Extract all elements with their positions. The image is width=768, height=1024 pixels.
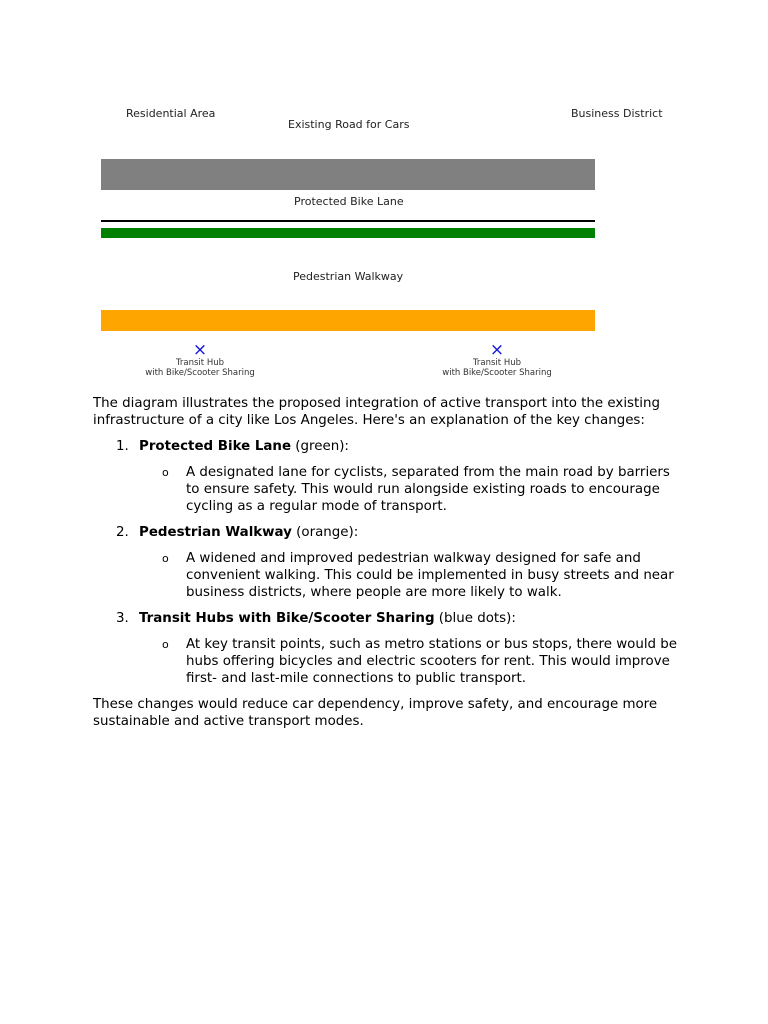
item-title: Pedestrian Walkway	[139, 525, 292, 540]
item-number: 3.	[116, 611, 129, 626]
bullet-icon: o	[162, 466, 169, 479]
key-changes-list	[93, 438, 683, 687]
road-label: Existing Road for Cars	[288, 118, 410, 131]
bike-lane-label: Protected Bike Lane	[294, 195, 404, 208]
item-number: 2.	[116, 525, 129, 540]
hub-label-line2: with Bike/Scooter Sharing	[442, 368, 552, 378]
item-detail: A widened and improved pedestrian walkway designed for safe and convenient walking. This could be implemented in busy streets and near business districts, where people are more likely to walk.	[186, 551, 674, 600]
sub-item	[139, 636, 683, 687]
bike-lane-band	[101, 228, 595, 238]
intro-paragraph: The diagram illustrates the proposed integration of active transport into the existing infrastructure of a city like Los Angeles. Here's an explanation of the key changes:	[93, 396, 660, 428]
pedestrian-walkway-band	[101, 310, 595, 331]
conclusion-paragraph: These changes would reduce car dependency, improve safety, and encourage more sustainable and active transport modes.	[93, 697, 658, 729]
item-color-note: (orange):	[291, 525, 359, 540]
bullet-icon: o	[162, 638, 169, 651]
item-detail: At key transit points, such as metro stations or bus stops, there would be hubs offering bicycles and electric scooters for rent. This would improve first- and last-mile connections to public transport.	[186, 637, 678, 686]
infrastructure-diagram	[0, 0, 768, 390]
sub-item	[139, 550, 683, 601]
transit-hub-left	[120, 342, 280, 378]
business-district-label: Business District	[571, 107, 663, 120]
transit-hub-right	[417, 342, 577, 378]
hub-label-line2: with Bike/Scooter Sharing	[145, 368, 255, 378]
list-item	[93, 524, 683, 601]
item-detail: A designated lane for cyclists, separated from the main road by barriers to ensure safety. This would run alongside existing roads to encourage cycling as a regular mode of transport.	[186, 465, 670, 514]
item-color-note: (blue dots):	[434, 611, 516, 626]
item-number: 1.	[116, 439, 129, 454]
hub-label-line1: Transit Hub	[175, 358, 225, 368]
pedestrian-walkway-label: Pedestrian Walkway	[293, 270, 404, 283]
residential-area-label: Residential Area	[126, 107, 216, 120]
hub-marker-icon: ×	[489, 340, 505, 360]
hub-marker-icon: ×	[192, 340, 208, 360]
list-item	[93, 610, 683, 687]
item-color-note: (green):	[291, 439, 349, 454]
car-road-band	[101, 159, 595, 190]
bullet-icon: o	[162, 552, 169, 565]
item-title: Protected Bike Lane	[139, 439, 292, 454]
item-title: Transit Hubs with Bike/Scooter Sharing	[139, 611, 435, 626]
hub-label-line1: Transit Hub	[472, 358, 522, 368]
list-item	[93, 438, 683, 515]
bike-lane-barrier	[101, 220, 595, 222]
sub-item	[139, 464, 683, 515]
explanation-text	[93, 395, 683, 739]
